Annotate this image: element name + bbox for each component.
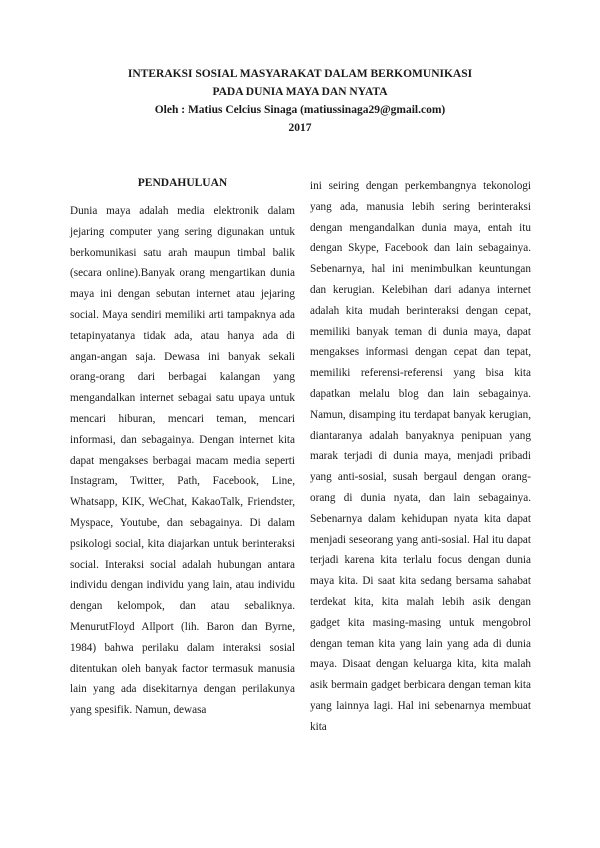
paper-title-line-1: INTERAKSI SOSIAL MASYARAKAT DALAM BERKOMUNIKASI (127, 68, 473, 80)
right-column (310, 176, 531, 738)
right-column-text: ini seiring dengan perkembangnya tekonologi yang ada, manusia lebih sering berinteraksi dengan mengandalkan dunia maya, entah itu dengan Skype, Facebook dan lain sebagainya. Sebenarnya, hal ini menimbulkan keuntungan dan kerugian. Kelebihan dari adanya internet adalah kita mudah berinteraksi dengan cepat, memiliki banyak teman di dunia maya, dapat mengakses informasi dengan cepat dan tepat, memiliki referensi-referensi yang bisa kita dapatkan melalu blog dan lain sebagainya. Namun, disamping itu terdapat banyak kerugian, diantaranya adalah banyaknya penipuan yang marak terjadi di dunia maya, menjadi pribadi yang anti-sosial, susah bergaul dengan orang-orang di dunia nyata, dan lain sebagainya. Sebenarnya dalam kehidupan nyata kita dapat menjadi seseorang yang anti-sosial. Hal itu dapat terjadi karena kita terlalu focus dengan dunia maya kita. Di saat kita sedang bersama sahabat terdekat kita, kita malah lebih asik dengan gadget kita masing-masing untuk mengobrol dengan teman kita yang lain yang ada di dunia maya. Disaat dengan keluarga kita, kita malah asik bermain gadget berbicara dengan teman kita yang lainnya lagi. Hal ini sebenarnya membuat kita (310, 180, 531, 733)
author-line: Oleh : Matius Celcius Sinaga (matiussinaga29@gmail.com) (154, 104, 446, 116)
year: 2017 (288, 122, 312, 134)
left-column-text: Dunia maya adalah media elektronik dalam jejaring computer yang sering digunakan untuk berkomunikasi satu arah maupun timbal balik (secara online).Banyak orang mengartikan dunia maya ini dengan sebutan internet atau jejaring social. Maya sendiri memiliki arti tampaknya ada tetapinyatanya tidak ada, atau hanya ada di angan-angan saja. Dewasa ini banyak sekali orang-orang dari berbagai kalangan yang mengandalkan internet sebagai satu upaya untuk mencari hiburan, mencari teman, mencari informasi, dan sebagainya. Dengan internet kita dapat mengakses berbagai macam media seperti Instagram, Twitter, Path, Facebook, Line, Whatsapp, KIK, WeChat, KakaoTalk, Friendster, Myspace, Youtube, dan sebagainya. Di dalam psikologi social, kita diajarkan untuk berinteraksi social. Interaksi social adalah hubungan antara individu dengan individu yang lain, atau individu dengan kelompok, dan atau sebaliknya. MenurutFloyd Allport (lih. Baron dan Byrne, 1984) bahwa perilaku dalam interaksi sosial ditentukan oleh banyak factor termasuk manusia lain yang ada disekitarnya dengan perilakunya yang spesifik. Namun, dewasa (70, 205, 295, 717)
paper-header (0, 66, 600, 138)
left-column (70, 201, 295, 721)
paper-title-line-2: PADA DUNIA MAYA DAN NYATA (212, 86, 388, 98)
section-heading: PENDAHULUAN (137, 177, 228, 189)
